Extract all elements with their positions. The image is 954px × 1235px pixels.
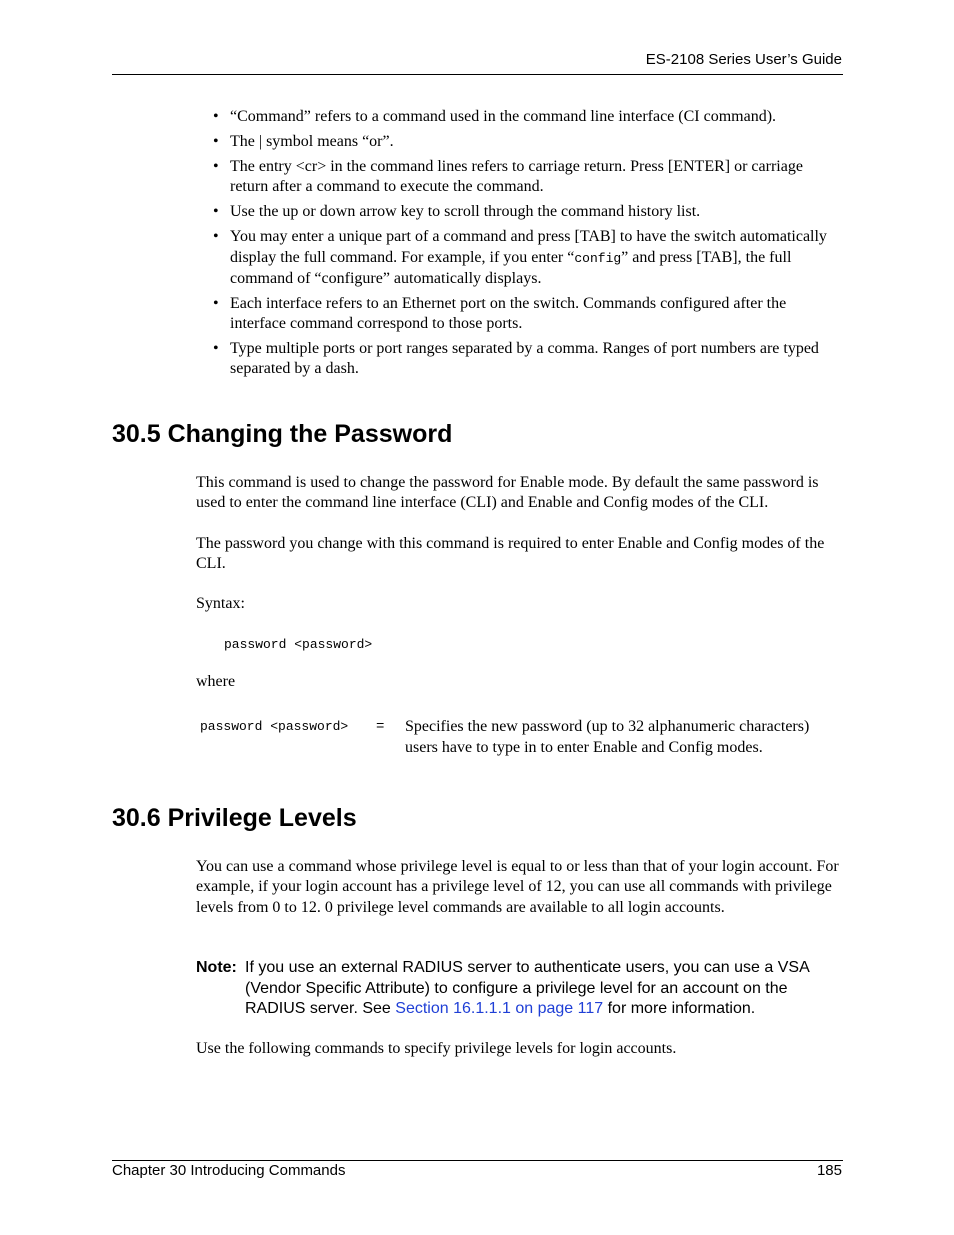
footer-rule [112,1160,843,1161]
list-item: • The | symbol means “or”. [213,132,843,152]
note-body [245,958,846,1020]
list-item: • Use the up or down arrow key to scroll through the command history list. [213,202,843,222]
syntax-code: password <password> [224,637,373,652]
note-label: Note: [196,959,237,976]
paragraph: This command is used to change the password for Enable mode. By default the same password is used to enter the command line interface (CLI) and Enable and Config modes of the CLI. [196,474,819,512]
where-label: where [196,673,236,690]
inline-code: config [574,250,622,266]
list-item: • The entry <cr> in the command lines refers to carriage return. Press [ENTER] or carriage return after a command to execute the command. [213,157,843,198]
paragraph: The password you change with this command is required to enter Enable and Config modes of the CLI. [196,535,825,573]
note-text: for more information. [603,1000,756,1017]
conventions-bullet-list [213,107,843,384]
syntax-label: Syntax: [196,595,245,612]
paragraph: You can use a command whose privilege level is equal to or less than that of your login account. For example, if your login account has a privilege level of 12, you can use all commands with privilege levels from 0 to 12. 0 privilege level commands are available to all login accounts. [196,858,839,916]
definition-description: Specifies the new password (up to 32 alphanumeric characters) users have to type in to enter Enable and Config modes. [405,718,810,756]
bullet-text: You may enter a unique part of a command and press [TAB] to have the switch automatically display the full command. For example, if you enter “ [230,228,827,266]
definition-equals: = [376,719,385,735]
footer-chapter: Chapter 30 Introducing Commands [112,1162,346,1179]
definition-term: password <password> [200,719,349,734]
bullet-text: ” and press [TAB], the full command of “configure” automatically displays. [230,248,792,287]
note-block [196,958,846,1020]
section-cross-reference-link[interactable]: Section 16.1.1.1 on page 117 [395,1000,604,1017]
running-header-title: ES-2108 Series User’s Guide [645,51,842,68]
list-item: • Each interface refers to an Ethernet port on the switch. Commands configured after the interface command correspond to those ports. [213,294,843,335]
page-number: 185 [816,1162,842,1179]
list-item [213,227,843,289]
list-item: • “Command” refers to a command used in the command line interface (CI command). [213,107,843,127]
section-heading-privilege: 30.6 Privilege Levels [112,804,357,832]
section-heading-password: 30.5 Changing the Password [112,420,453,448]
header-rule [112,74,843,75]
paragraph: Use the following commands to specify privilege levels for login accounts. [196,1040,677,1057]
list-item: • Type multiple ports or port ranges separated by a comma. Ranges of port numbers are typed separated by a dash. [213,339,843,380]
note-text: If you use an external RADIUS server to authenticate users, you can use a VSA (Vendor Specific Attribute) to configure a privilege level for an account on the RADIUS server. See [245,959,809,1017]
